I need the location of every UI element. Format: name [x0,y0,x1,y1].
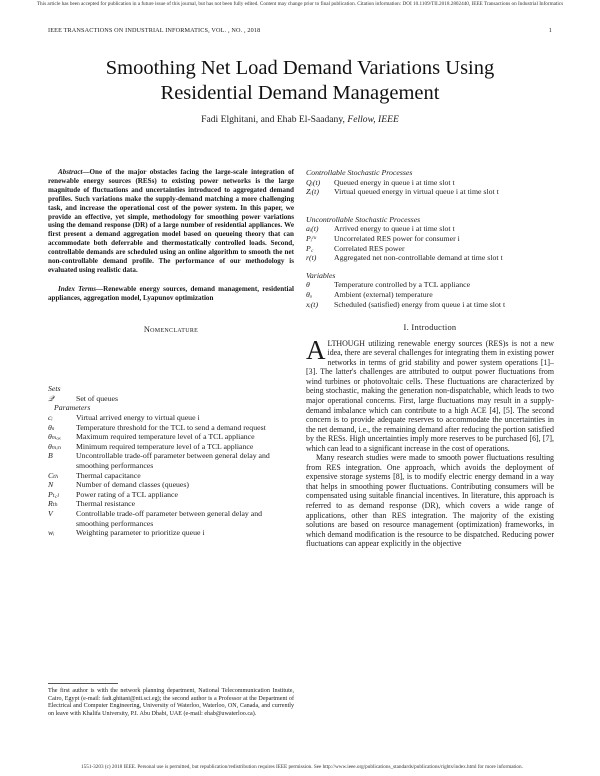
nomenclature-symbol: r(t) [306,253,317,263]
journal-header: IEEE TRANSACTIONS ON INDUSTRIAL INFORMATICS, VOL. , NO. , 2018 [48,27,261,34]
nomenclature-symbol: V [48,509,53,518]
nomenclature-definition: Minimum required temperature level of a TCL appliance [76,441,254,451]
sets-list [48,394,294,404]
index-terms-label: Index Terms [58,284,97,293]
nomenclature-definition: Controllable trade-off parameter between general delay and smoothing performances [76,509,263,528]
nomenclature-definition: Uncorrelated RES power for consumer i [334,233,460,243]
nomenclature-symbol: Pᵢʳᵘ [306,233,317,243]
uncontrollable-heading: Uncontrollable Stochastic Processes [306,214,421,224]
nomenclature-definition: Temperature controlled by a TCL appliance [334,280,471,290]
uncontrollable-list [306,224,554,262]
nomenclature-entry [306,244,554,254]
abstract-label: Abstract [58,168,83,176]
nomenclature-symbol: Cₜₕ [48,470,59,480]
left-column [48,168,294,538]
title-line-2: Residential Demand Management [160,82,440,104]
controllable-heading: Controllable Stochastic Processes [306,168,413,177]
nomenclature-symbol: θₛ [48,422,55,432]
nomenclature-entry [48,442,294,452]
nomenclature-definition: Thermal capacitance [76,470,141,480]
nomenclature-symbol: Pₜ꜀ₗ [48,489,60,499]
nomenclature-entry [48,413,294,423]
nomenclature-entry [306,290,554,300]
controllable-list [306,178,554,197]
abstract-text: —One of the major obstacles facing the large-scale integration of renewable energy sources (RESs) to existing power networks is the large magnitude of fluctuations and uncertainties introduced to aggregated demand profiles. Such variations make the supply-demand matching a more challenging task, and increase the operational cost of the power system. In this paper, we provide an effective, yet simple, methodology for smoothing power variations using the demand response (DR) of a large number of residential appliances. We first present a demand aggregation model based on queueing theory that can accommodate both deferrable and thermostatically controlled loads. Second, controllable demands are scheduled using an online algorithm to smooth the net non-controllable demand profile. The performance of our methodology is evaluated using realistic data. [48,168,294,274]
nomenclature-symbol: cᵢ [48,413,53,423]
nomenclature-definition: Ambient (external) temperature [334,289,433,299]
sets-heading: Sets [48,384,61,394]
footnote-rule [48,683,118,684]
nomenclature-symbol: Qᵢ(t) [306,177,321,187]
running-header [48,27,552,36]
nomenclature-definition: Temperature threshold for the TCL to send a demand request [76,422,266,432]
nomenclature-entry [48,490,294,500]
nomenclature-definition: Correlated RES power [334,243,405,253]
nomenclature-definition: Maximum required temperature level of a TCL appliance [76,432,255,442]
nomenclature-entry [48,394,294,404]
nomenclature-symbol: θₐ [306,289,313,299]
nomenclature-entry [48,471,294,481]
nomenclature-symbol: wᵢ [48,528,55,538]
nomenclature-entry [306,234,554,244]
nomenclature-definition: Virtual queued energy in virtual queue i at time slot t [334,187,499,197]
parameters-heading: Parameters [54,403,91,413]
author-fellow: Fellow, IEEE [347,114,399,125]
nomenclature-entry [48,423,294,433]
nomenclature-entry [48,451,294,470]
nomenclature-symbol: θₘᵢₙ [48,441,62,451]
introduction-heading: I. Introduction [403,323,457,333]
nomenclature-entry [48,528,294,538]
nomenclature-definition: Uncontrollable trade-off parameter between general delay and smoothing performances [76,451,270,471]
nomenclature-entry [48,432,294,442]
nomenclature-symbol: 𝒬 [48,393,54,403]
nomenclature-symbol: aᵢ(t) [306,224,319,234]
variables-list [306,280,554,309]
nomenclature-definition: Set of queues [76,393,119,403]
nomenclature-symbol: B [48,451,53,461]
nomenclature-symbol: θ [306,280,310,290]
paper-title [40,56,560,106]
nomenclature-definition: Scheduled (satisfied) energy from queue i at time slot t [334,299,506,309]
nomenclature-definition: Arrived energy to queue i at time slot t [334,224,455,234]
nomenclature-symbol: xᵢ(t) [306,299,319,309]
nomenclature-symbol: N [48,480,54,490]
index-terms-text: —Renewable energy sources, demand management, residential appliances, aggregation model, Lyapunov optimization [48,284,294,302]
intro-paragraph-1-text: LTHOUGH utilizing renewable energy sources (RES)s is not a new idea, there are several challenges for integrating them in existing power networks in terms of grid stability and power system operations [1]–[3]. The latter's challenges are attributed to output power fluctuations from wind turbines or photovoltaic cells. These fluctuations are characterized by being stochastic, making the generation non-dispatchable, which leads to two major operational concerns. First, large fluctuations may result in a supply-demand imbalance which can contribute to a high ACE [4], [5]. The second concern is to provide adequate reserves to accommodate the uncertainties in the net demand, i.e., the remaining demand after reducing the portion satisfied by the RESs. High uncertainties imply more reserves to be purchased [6], [7], which can lead to a significant increase in the cost of operations. [306,338,554,453]
nomenclature-symbol: Rₜₕ [48,499,59,509]
nomenclature-entry [306,187,554,197]
drop-cap: A [306,334,326,365]
nomenclature-definition: Power rating of a TCL appliance [76,489,178,499]
nomenclature-entry [306,280,554,290]
author-names: Fadi Elghitani, and Ehab El-Saadany, [201,114,348,125]
nomenclature-definition: Aggregated net non-controllable demand at time slot t [334,253,503,263]
right-column [306,168,554,549]
intro-paragraph-2: Many research studies were made to smooth power fluctuations resulting from RES integration. One approach, which avoids the deployment of expensive storage systems [8], is to modify electric energy demand in a way that helps in smoothing power fluctuations. Contributing consumers will be compensated using suitable financial incentives. In literature, this approach is referred to as demand response (DR), which covers a wide range of applications, other than RES integration. The majority of the existing solutions are based on resource management (optimization) frameworks, in which demand modification is the resource to be dispatched. Reducing power fluctuations can appear explicitly in the objective [306,453,554,549]
title-line-1: Smoothing Net Load Demand Variations Using [105,57,495,79]
nomenclature-entry [306,300,554,310]
variables-heading: Variables [306,270,336,280]
nomenclature-symbol: P꜀ [306,243,314,253]
publication-notice: This article has been accepted for publication in a future issue of this journal, but has not been fully edited. Content may change prior to final publication. Citation information: DOI 10.1109/TII.2018.2802440, IEEE Transactions on Industrial Informatics [36,1,564,7]
nomenclature-definition: Thermal resistance [76,499,136,509]
nomenclature-symbol: Zᵢ(t) [306,187,319,197]
copyright-footer: 1551-3203 (c) 2018 IEEE. Personal use is permitted, but republication/redistribution requires IEEE permission. See http://www.ieee.org/publications_standards/publications/rights/index.html for more information. [81,764,523,770]
nomenclature-definition: Virtual arrived energy to virtual queue i [76,413,200,423]
nomenclature-definition: Number of demand classes (queues) [76,480,190,490]
abstract [48,168,294,275]
nomenclature-entry [48,480,294,490]
author-footnote: The first author is with the network planning department, National Telecommunication Institute, Cairo, Egypt (e-mail: fadi.ghitani@nti.sci.eg); the second author is a Professor at the Department of Electrical and Computer Engineering, University of Waterloo, Waterloo, ON, Canada, and currently on leave with Khalifa University, P.I. Abu Dhabi, UAE (e-mail: ehab@uwaterloo.ca). [48,688,294,717]
nomenclature-entry [306,253,554,263]
nomenclature-entry [306,178,554,188]
index-terms [48,285,294,303]
parameters-list [48,413,294,538]
intro-paragraph-1 [306,334,554,454]
nomenclature-definition: Queued energy in queue i at time slot t [334,177,455,187]
nomenclature-definition: Weighting parameter to prioritize queue i [76,528,205,538]
nomenclature-heading: Nomenclature [143,324,199,334]
nomenclature-entry [48,499,294,509]
authors [40,114,560,125]
nomenclature-entry [48,509,294,528]
nomenclature-symbol: θₘₐₓ [48,432,62,442]
nomenclature-entry [306,224,554,234]
page-number: 1 [548,27,552,34]
